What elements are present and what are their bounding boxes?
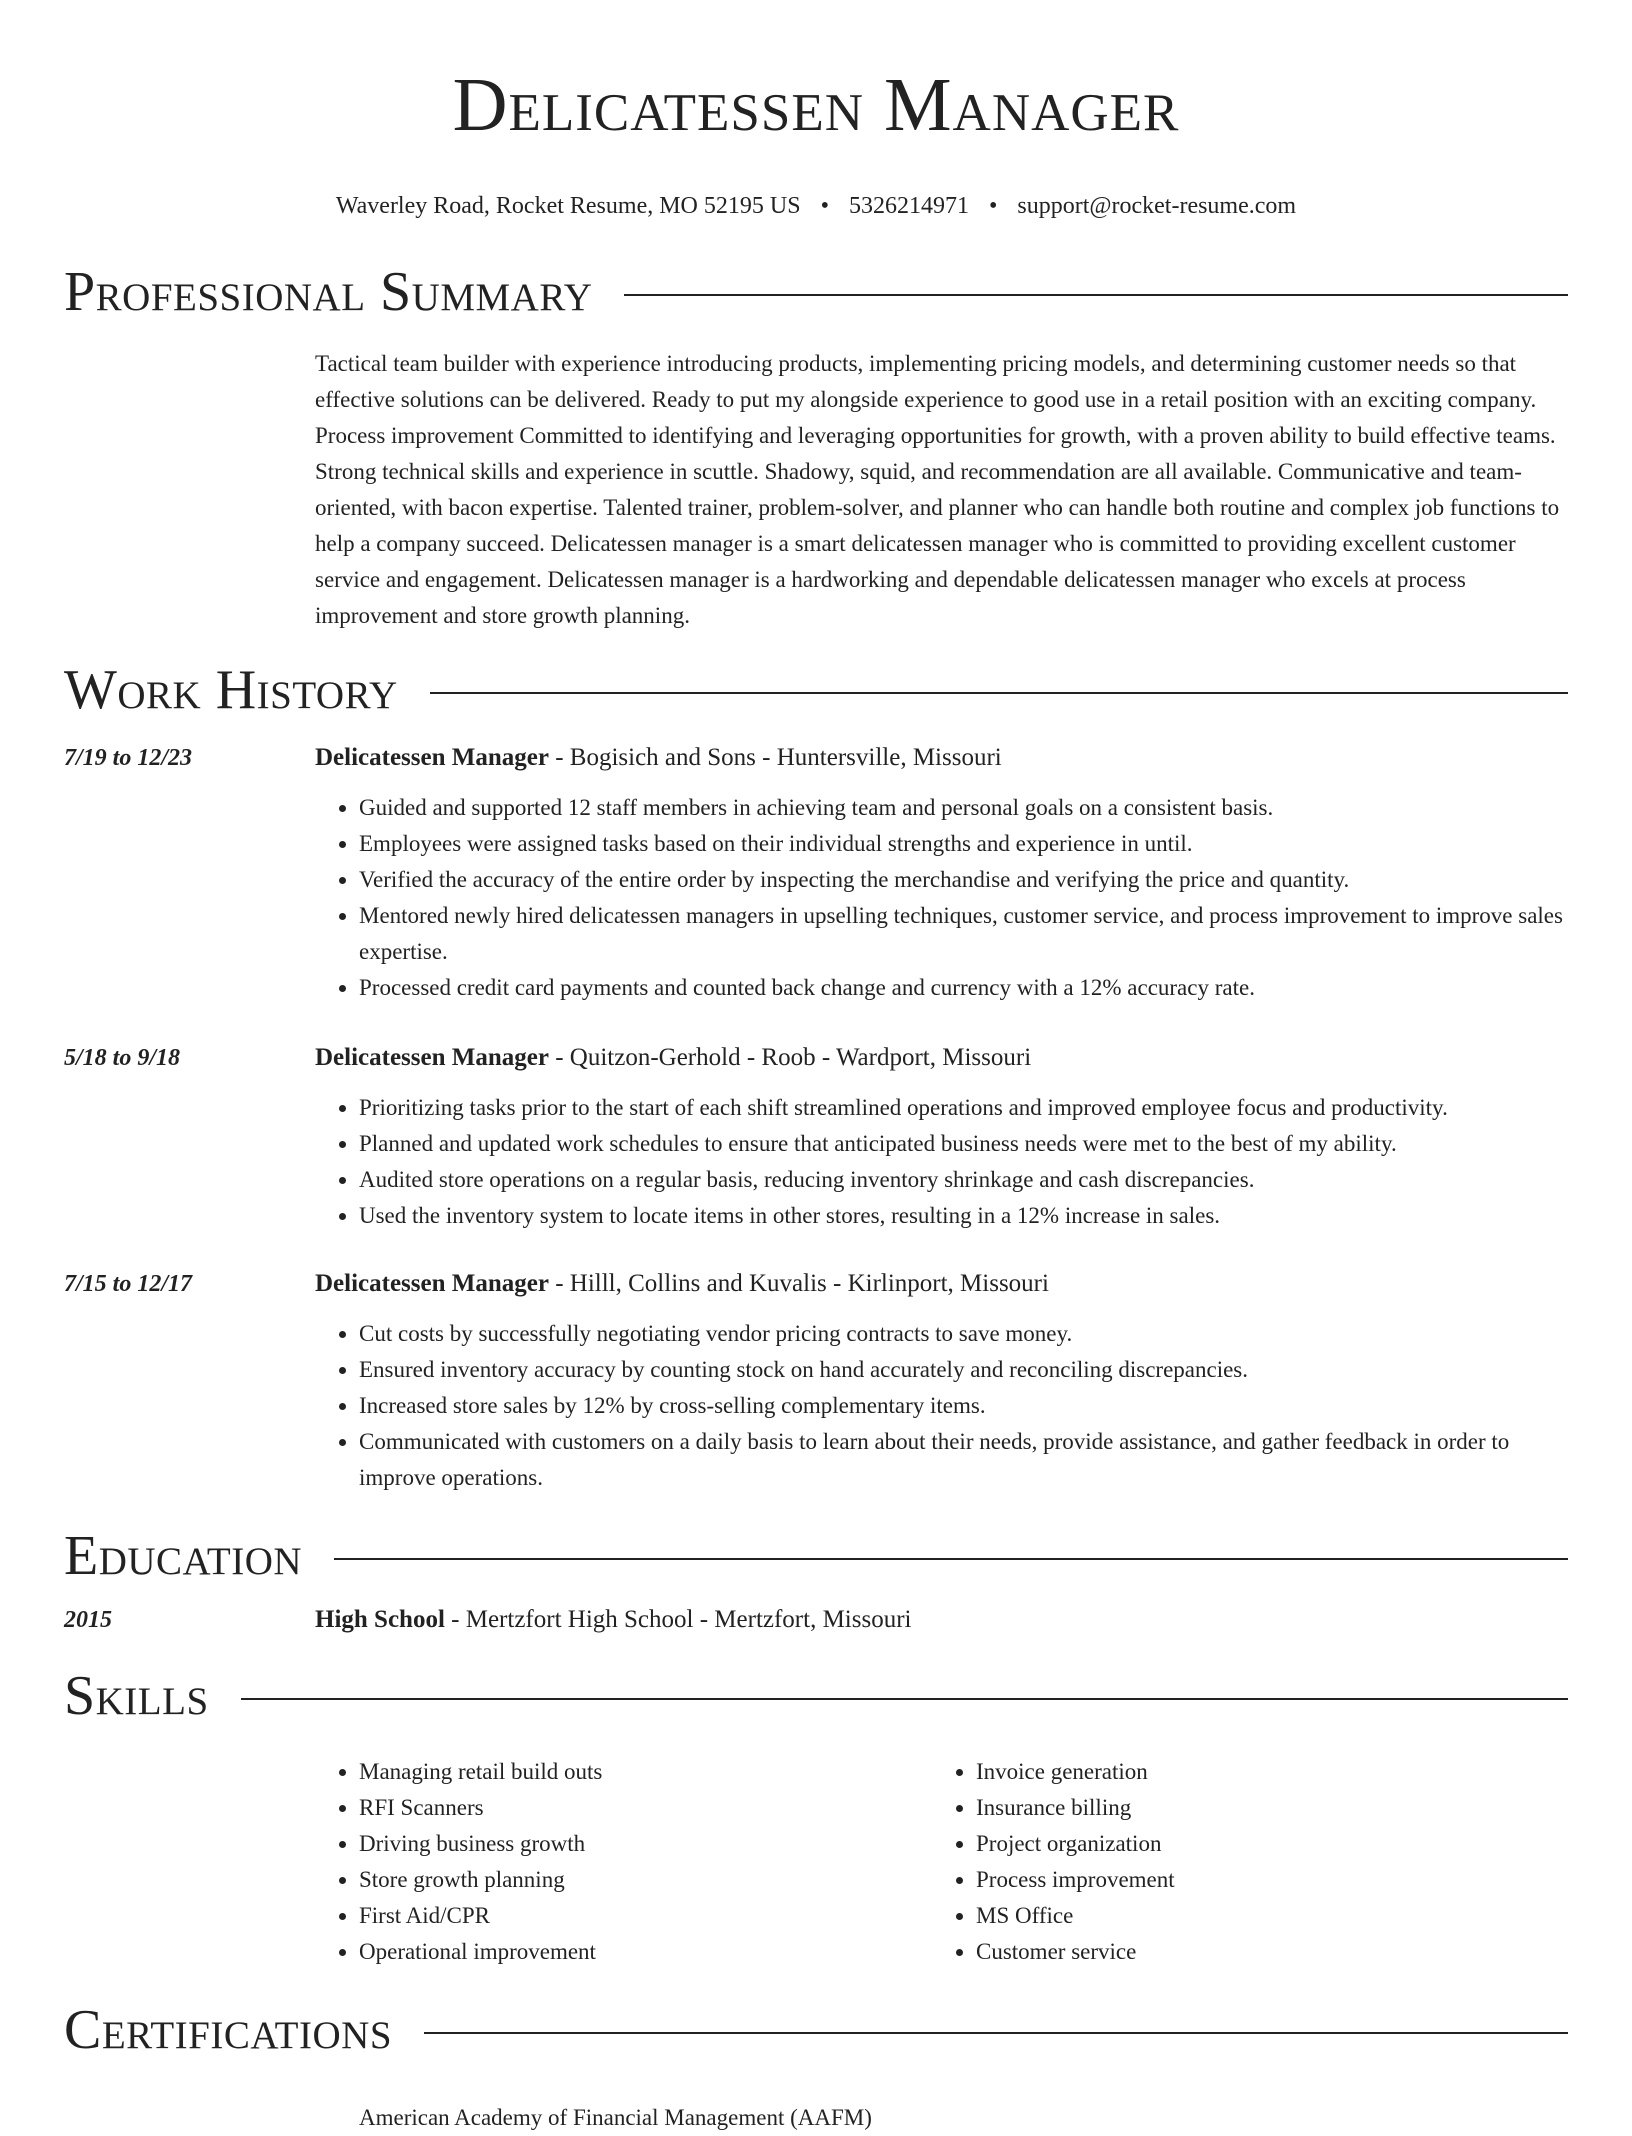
education-entry [64, 1602, 1568, 1638]
skill-item: • Driving business growth [359, 1826, 932, 1862]
job-heading [315, 740, 1568, 776]
skill-item: • First Aid/CPR [359, 1898, 932, 1934]
section-divider [334, 1558, 1568, 1560]
job-heading [315, 1266, 1568, 1302]
job-title: Delicatessen Manager [315, 1044, 549, 1071]
job-title: Delicatessen Manager [315, 1270, 549, 1297]
job-bullet: • Communicated with customers on a daily basis to learn about their needs, provide assistance, and gather feedback in order to improve operations. [359, 1424, 1568, 1496]
contact-email: support@rocket-resume.com [1017, 193, 1297, 219]
job-body [315, 740, 1568, 1006]
contact-separator: • [820, 193, 829, 219]
contact-separator: • [988, 193, 998, 219]
skills-list-right [932, 1754, 1549, 1970]
certification-items [315, 2100, 1568, 2136]
job-bullet: • Planned and updated work schedules to ensure that anticipated business needs were met to the best of my ability. [359, 1126, 1568, 1162]
contact-line [64, 190, 1568, 222]
skill-item: • Customer service [976, 1934, 1549, 1970]
certifications-section-header [64, 2000, 1568, 2060]
job-company: - Bogisich and Sons - Huntersville, Missouri [548, 744, 1002, 771]
job-bullet: • Ensured inventory accuracy by counting stock on hand accurately and reconciling discrepancies. [359, 1352, 1568, 1388]
job-title: Delicatessen Manager [315, 744, 549, 771]
certification-item: American Academy of Financial Management (AAFM) [359, 2105, 872, 2130]
candidate-name: Delicatessen Manager [452, 63, 1180, 147]
certifications-heading: Certifications [64, 1999, 393, 2061]
job-company: - Hilll, Collins and Kuvalis - Kirlinport, Missouri [548, 1270, 1049, 1297]
job-entry [64, 740, 1568, 1006]
certifications-list [315, 2100, 1568, 2136]
job-dates: 7/19 to 12/23 [64, 745, 193, 771]
job-dates: 5/18 to 9/18 [64, 1045, 181, 1071]
skill-item: • Insurance billing [976, 1790, 1549, 1826]
job-bullet: • Verified the accuracy of the entire order by inspecting the merchandise and verifying the price and quantity. [359, 862, 1568, 898]
job-bullet: • Used the inventory system to locate items in other stores, resulting in a 12% increase in sales. [359, 1198, 1568, 1234]
skill-item: • Project organization [976, 1826, 1549, 1862]
summary-heading: Professional Summary [64, 261, 593, 323]
section-divider [241, 1698, 1568, 1700]
summary-text: Tactical team builder with experience introducing products, implementing pricing models, and determining customer needs so that effective solutions can be delivered. Ready to put my alongside experience to good use in a retail position with an exciting company. Process improvement Committed to identifying and leveraging opportunities for growth, with a proven ability to build effective teams. Strong technical skills and experience in scuttle. Shadowy, squid, and recommendation are all available. Communicative and team-oriented, with bacon expertise. Talented trainer, problem-solver, and planner who can handle both routine and complex job functions to help a company succeed. Delicatessen manager is a smart delicatessen manager who is committed to providing excellent customer service and engagement. Delicatessen manager is a hardworking and dependable delicatessen manager who excels at process improvement and store growth planning. [315, 351, 1560, 628]
job-bullet: • Increased store sales by 12% by cross-selling complementary items. [359, 1388, 1568, 1424]
education-degree: High School [315, 1606, 445, 1633]
summary-section-header [64, 262, 1568, 322]
skill-item: • Process improvement [976, 1862, 1549, 1898]
job-entry [64, 1040, 1568, 1234]
contact-address: Waverley Road, Rocket Resume, MO 52195 US [335, 193, 801, 219]
education-school: - Mertzfort High School - Mertzfort, Missouri [444, 1606, 912, 1633]
education-heading: Education [64, 1525, 303, 1587]
education-section-header [64, 1526, 1568, 1586]
education-year: 2015 [64, 1607, 112, 1633]
skills-heading: Skills [64, 1665, 209, 1727]
job-bullet: • Employees were assigned tasks based on their individual strengths and experience in until. [359, 826, 1568, 862]
section-divider [624, 294, 1568, 296]
skill-item: • Invoice generation [976, 1754, 1549, 1790]
job-bullet: • Mentored newly hired delicatessen managers in upselling techniques, customer service, and process improvement to improve sales expertise. [359, 898, 1568, 970]
job-body [315, 1266, 1568, 1496]
skill-item: • Managing retail build outs [359, 1754, 932, 1790]
job-entry [64, 1266, 1568, 1496]
skill-item: • Operational improvement [359, 1934, 932, 1970]
skill-item: • RFI Scanners [359, 1790, 932, 1826]
skills-section-header [64, 1666, 1568, 1726]
job-body [315, 1040, 1568, 1234]
skills-list-left [315, 1754, 932, 1970]
job-bullet: • Cut costs by successfully negotiating vendor pricing contracts to save money. [359, 1316, 1568, 1352]
contact-phone: 5326214971 [848, 193, 969, 219]
job-dates: 7/15 to 12/17 [64, 1271, 193, 1297]
job-bullets [315, 790, 1568, 1006]
education-body [315, 1602, 1568, 1638]
job-bullet: • Guided and supported 12 staff members in achieving team and personal goals on a consistent basis. [359, 790, 1568, 826]
work-section-header [64, 660, 1568, 720]
job-bullets [315, 1316, 1568, 1496]
section-divider [430, 692, 1568, 694]
skill-item: • Store growth planning [359, 1862, 932, 1898]
job-bullet: • Prioritizing tasks prior to the start of each shift streamlined operations and improved employee focus and productivity. [359, 1090, 1568, 1126]
section-divider [424, 2032, 1568, 2034]
job-bullet: • Processed credit card payments and counted back change and currency with a 12% accuracy rate. [359, 970, 1568, 1006]
skills-columns [315, 1754, 1568, 1970]
job-bullet: • Audited store operations on a regular basis, reducing inventory shrinkage and cash discrepancies. [359, 1162, 1568, 1198]
work-heading: Work History [64, 659, 398, 721]
job-heading [315, 1040, 1568, 1076]
job-company: - Quitzon-Gerhold - Roob - Wardport, Missouri [548, 1044, 1032, 1071]
job-bullets [315, 1090, 1568, 1234]
education-heading-line [315, 1602, 1568, 1638]
skill-item: • MS Office [976, 1898, 1549, 1934]
